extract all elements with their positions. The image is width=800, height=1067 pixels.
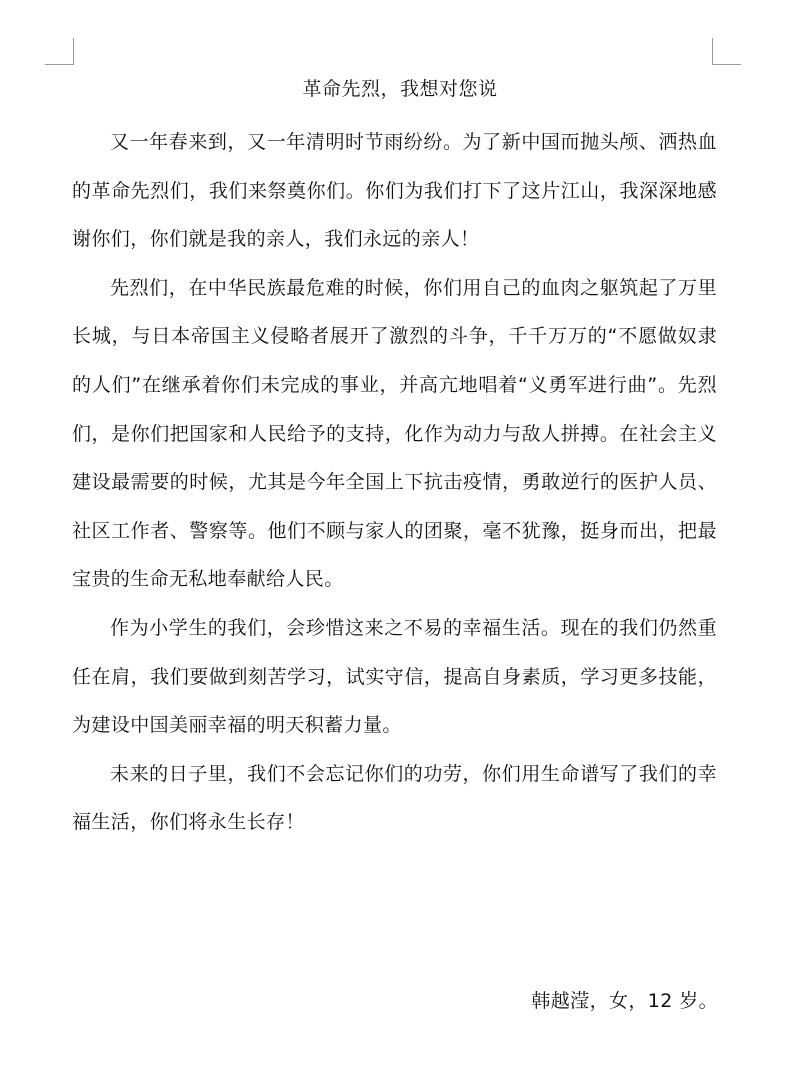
paragraph-1: 又一年春来到，又一年清明时节雨纷纷。为了新中国而抛头颅、洒热血的革命先烈们，我们来祭奠你们。你们为我们打下了这片江山，我深深地感谢你们，你们就是我的亲人，我们永远的亲人！ xyxy=(72,131,717,251)
crop-mark-top-right xyxy=(712,38,741,65)
author-signature: 韩越滢，女，12 岁。 xyxy=(531,990,718,1012)
document-title: 革命先烈，我想对您说 xyxy=(302,78,498,100)
crop-mark-top-left xyxy=(45,38,74,65)
paragraph-4: 未来的日子里，我们不会忘记你们的功劳，你们用生命谱写了我们的幸福生活，你们将永生长存！ xyxy=(72,762,717,834)
paragraph-2: 先烈们，在中华民族最危难的时候，你们用自己的血肉之躯筑起了万里长城，与日本帝国主义侵略者展开了激烈的斗争，千千万万的“不愿做奴隶的人们”在继承着你们未完成的事业，并高亢地唱着“义勇军进行曲”。先烈们，是你们把国家和人民给予的支持，化作为动力与敌人拼搏。在社会主义建设最需要的时候，尤其是今年全国上下抗击疫情，勇敢逆行的医护人员、社区工作者、警察等。他们不顾与家人的团聚，毫不犹豫，挺身而出，把最宝贵的生命无私地奉献给人民。 xyxy=(72,276,717,591)
document-body xyxy=(72,118,717,847)
paragraph-3: 作为小学生的我们，会珍惜这来之不易的幸福生活。现在的我们仍然重任在肩，我们要做到刻苦学习，试实守信，提高自身素质，学习更多技能，为建设中国美丽幸福的明天积蓄力量。 xyxy=(72,616,717,737)
